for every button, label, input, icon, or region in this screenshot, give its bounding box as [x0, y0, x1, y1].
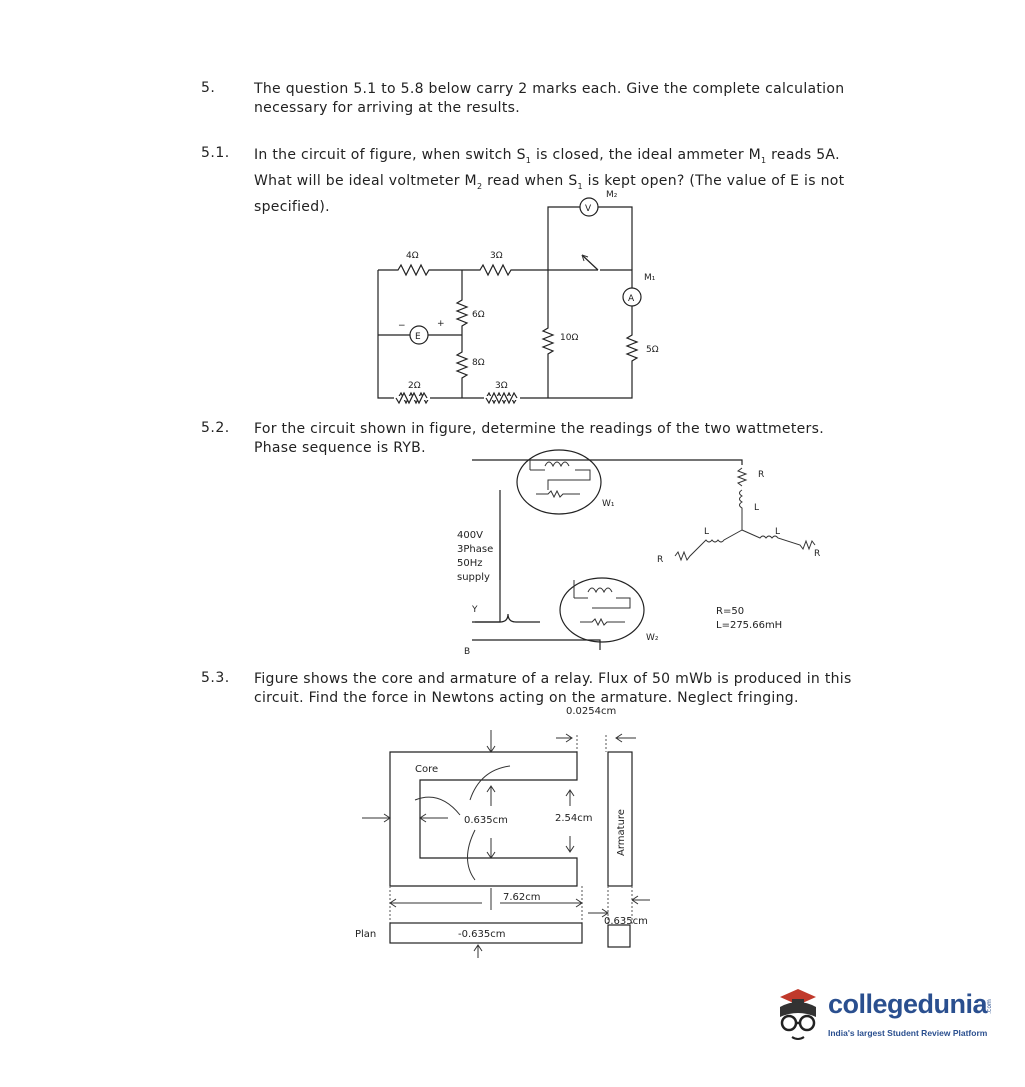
label-source-e: E	[415, 332, 421, 342]
label-plan-thickness: -0.635cm	[458, 929, 506, 940]
label-r-value: R=50	[716, 606, 745, 617]
label-core: Core	[415, 764, 439, 775]
label-height: 2.54cm	[555, 813, 593, 824]
label-w1: W₁	[602, 499, 615, 509]
label-l-right: L	[775, 527, 781, 537]
label-w2: W₂	[646, 633, 659, 643]
label-3ohm-top: 3Ω	[490, 251, 503, 261]
label-4ohm: 4Ω	[406, 251, 419, 261]
label-supply-50hz: 50Hz	[457, 558, 483, 569]
label-armature: Armature	[616, 809, 627, 856]
logo-brand-text: collegedunia	[828, 989, 988, 1019]
label-minus: −	[398, 321, 406, 331]
label-plus: +	[437, 319, 445, 329]
label-m1: M₁	[644, 273, 656, 283]
label-m2: M₂	[606, 190, 618, 200]
label-l-top: L	[754, 503, 760, 513]
label-r-right: R	[814, 549, 821, 559]
q5-1-text: In the circuit of figure, when switch $S_1$ is closed, the ideal ammeter $M_1$ reads 5A. What will be ideal voltmeter $M_2$ read when $S_1$ is kept open? (The value of E is not specified).	[254, 147, 845, 215]
label-width: 7.62cm	[503, 892, 541, 903]
label-3ohm-bot: 3Ω	[495, 381, 508, 391]
q5-number: 5.	[201, 80, 216, 96]
logo-com-text: .com	[985, 999, 993, 1014]
label-phase-y: Y	[472, 605, 478, 615]
label-plan: Plan	[355, 929, 377, 940]
label-10ohm: 10Ω	[560, 333, 579, 343]
label-supply-3phase: 3Phase	[457, 544, 494, 555]
label-ammeter: A	[628, 294, 635, 304]
label-armature-width: 0.635cm	[604, 916, 648, 927]
q5-3-text: Figure shows the core and armature of a relay. Flux of 50 mWb is produced in this circuit. Find the force in Newtons acting on the armature. Neglect fringing.	[254, 671, 852, 706]
q5-1-number: 5.1.	[201, 145, 230, 161]
label-6ohm: 6Ω	[472, 310, 485, 320]
label-gap: 0.0254cm	[566, 706, 617, 717]
label-r-top: R	[758, 470, 765, 480]
q5-2-text: For the circuit shown in figure, determine the readings of the two wattmeters. Phase sequence is RYB.	[254, 421, 824, 456]
q5-2-number: 5.2.	[201, 420, 230, 436]
graduate-mascot-icon	[770, 985, 830, 1045]
label-supply-word: supply	[457, 572, 490, 583]
q5-text: The question 5.1 to 5.8 below carry 2 marks each. Give the complete calculation necessary for arriving at the results.	[254, 81, 845, 116]
logo-tagline: India's largest Student Review Platform	[828, 1028, 988, 1038]
label-8ohm: 8Ω	[472, 358, 485, 368]
label-l-value: L=275.66mH	[716, 620, 783, 631]
label-phase-b: B	[464, 647, 471, 657]
label-supply-400v: 400V	[457, 530, 483, 541]
collegedunia-logo[interactable]	[770, 985, 995, 1045]
label-l-left: L	[704, 527, 710, 537]
label-pole-thickness: 0.635cm	[464, 815, 508, 826]
q5-3-number: 5.3.	[201, 670, 230, 686]
label-r-left: R	[657, 555, 664, 565]
label-voltmeter: V	[585, 204, 592, 214]
label-5ohm: 5Ω	[646, 345, 659, 355]
label-2ohm: 2Ω	[408, 381, 421, 391]
